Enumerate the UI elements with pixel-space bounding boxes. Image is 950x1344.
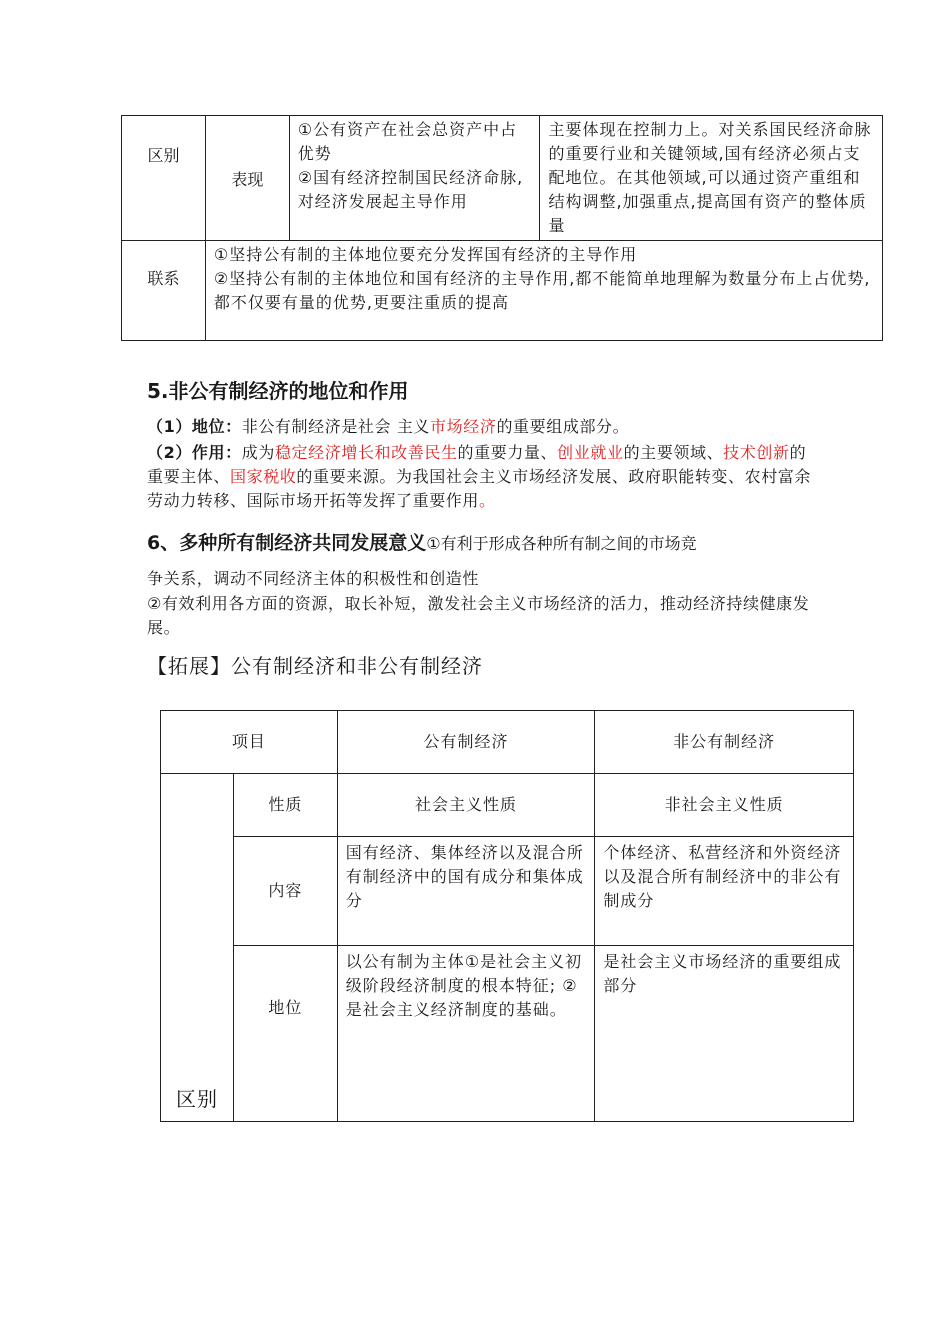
role-label: （2）作用： [147, 443, 242, 462]
t2-row-label-nature: 性质 [233, 774, 337, 837]
role-highlight-2: 创业就业 [557, 443, 624, 462]
t1-control-cell: 主要体现在控制力上。对关系国民经济命脉的重要行业和关键领域,国有经济必须占支配地位。在其他领域,可以通过资产重组和结构调整,加强重点,提高国有资产的整体质量 [540, 116, 883, 241]
section-6-heading: 6、多种所有制经济共同发展意义 [147, 532, 427, 554]
t2-public-nature: 社会主义性质 [337, 774, 595, 837]
t1-relation-point-2: ②坚持公有制的主体地位和国有经济的主导作用,都不能简单地理解为数量分布上占优势,都不仅要有量的优势,更要注重质的提高 [213, 269, 871, 312]
t1-row-label-relation: 联系 [122, 241, 206, 341]
t2-nonpublic-nature: 非社会主义性质 [595, 774, 854, 837]
section-5-role-paragraph [147, 441, 817, 513]
role-text-e: 的重要来源。为我国社会主义市场经济发展、政府职能转变、农村富余劳动力转移、国际市场开拓等发挥了重要作用 [147, 467, 812, 510]
section-6-point-1-start: ①有利于形成各种所有制之间的市场竞 [426, 534, 697, 553]
t2-header-nonpublic: 非公有制经济 [595, 711, 854, 774]
position-highlight: 市场经济 [430, 417, 497, 436]
role-text-b: 的重要力量、 [457, 443, 558, 462]
role-text-d: 的重要主体、 [147, 443, 807, 486]
t2-group-label-cell [161, 774, 234, 1122]
section-6-point-1-continued: 争关系，调动不同经济主体的积极性和创造性 [147, 569, 480, 588]
t2-nonpublic-content: 个体经济、私营经济和外资经济以及混合所有制经济中的非公有制成分 [595, 837, 854, 946]
t1-row-label-difference: 区别 [122, 116, 206, 241]
extension-heading: 【拓展】公有制经济和非公有制经济 [147, 654, 483, 678]
role-text-a: 成为 [241, 443, 275, 462]
t2-nonpublic-status: 是社会主义市场经济的重要组成部分 [595, 946, 854, 1122]
role-highlight-1: 稳定经济增长和改善民生 [274, 443, 458, 462]
section-5-position-paragraph [147, 415, 817, 439]
t2-header-item: 项目 [161, 711, 338, 774]
role-text-c: 的主要领域、 [623, 443, 724, 462]
t2-public-status: 以公有制为主体①是社会主义初级阶段经济制度的根本特征; ②是社会主义经济制度的基础。 [337, 946, 595, 1122]
section-6-point-2: ②有效利用各方面的资源，取长补短，激发社会主义市场经济的活力，推动经济持续健康发展。 [147, 594, 810, 637]
t1-point-2: ②国有经济控制国民经济命脉,对经济发展起主导作用 [297, 168, 524, 211]
section-6-line [147, 528, 697, 559]
t1-relation-point-1: ①坚持公有制的主体地位要充分发挥国有经济的主导作用 [213, 245, 638, 264]
role-highlight-5: 。 [479, 491, 496, 510]
t2-row-label-content: 内容 [233, 837, 337, 946]
t1-public-assets-cell [289, 116, 540, 241]
comparison-table-1 [121, 115, 883, 341]
t2-group-label: 区别 [175, 1087, 218, 1111]
position-text-a: 非公有制经济是社会 主义 [241, 417, 431, 436]
t2-public-content: 国有经济、集体经济以及混合所有制经济中的国有成分和集体成分 [337, 837, 595, 946]
position-text-b: 的重要组成部分。 [496, 417, 630, 436]
t1-sub-label-expression: 表现 [205, 116, 289, 241]
role-highlight-3: 技术创新 [723, 443, 790, 462]
comparison-table-2 [160, 710, 854, 1122]
t2-row-label-status: 地位 [233, 946, 337, 1122]
t1-relation-content [205, 241, 882, 341]
t1-point-1: ①公有资产在社会总资产中占优势 [297, 120, 518, 163]
position-label: （1）地位： [147, 417, 242, 436]
section-5-heading: 5.非公有制经济的地位和作用 [147, 379, 409, 403]
t2-header-public: 公有制经济 [337, 711, 595, 774]
role-highlight-4: 国家税收 [230, 467, 297, 486]
